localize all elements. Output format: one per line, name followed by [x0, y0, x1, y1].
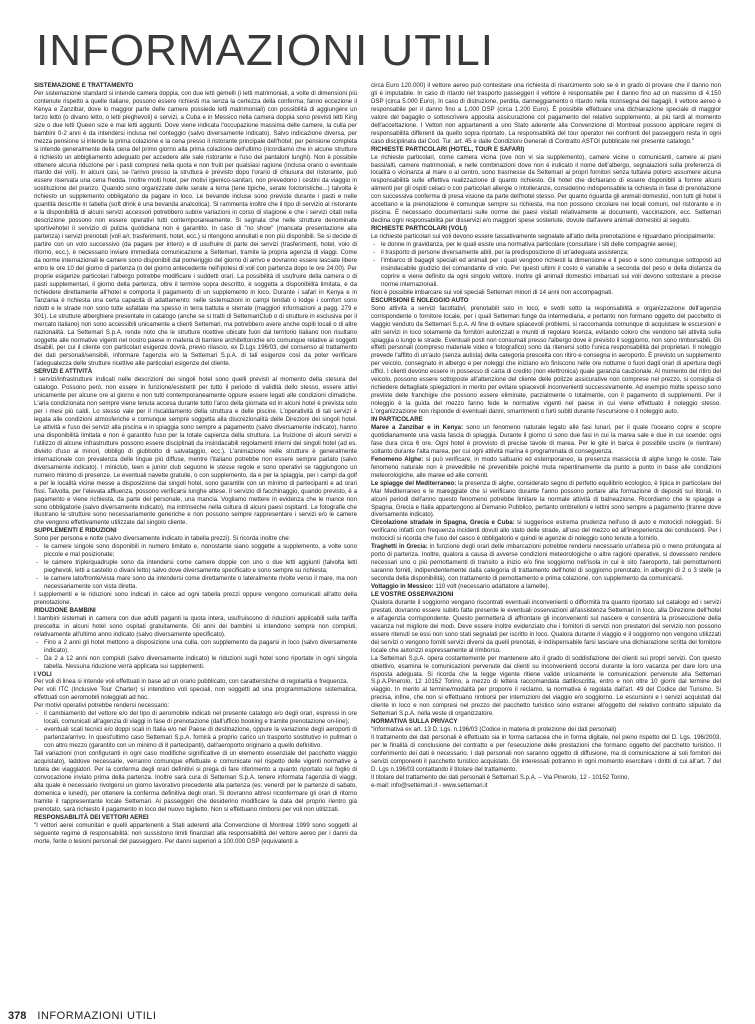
- section-heading: RESPONSABILITÀ DEI VETTORI AEREI: [34, 813, 149, 821]
- list-item: - Fino a 2 anni gli hotel mettono a disposizione una culla, con supplemento da pagarsi in loco (salvo diversamente indicato).: [44, 639, 357, 655]
- page-footer: [8, 1010, 156, 1022]
- paragraph: Circolazione stradale in Spagna, Grecia e Cuba: si suggerisce estrema prudenza nell'uso di auto e motocicli noleggiati. Si verificano infatti con frequenza incidenti dovuti allo stato delle strade, all'uso del mezzo ed all'inesperienza dei conducenti. Per i motocicli si ricorda che l'uso del casco è obbligatorio e quindi le agenzie di noleggio sono tenute a fornirlo.: [371, 519, 721, 543]
- paragraph: Il trattamento dei dati personali è effettuato sia in forma cartacea che in forma digitale, nel pieno rispetto del D. Lgs. 196/2003, per le finalità di conclusione del contratto e per l'esecuzione delle prestazioni che formano oggetto del pacchetto turistico. Il conferimento dei dati è necessario. I dati personali non saranno oggetto di diffusione, ma di comunicazione ai soli fornitori dei servizi componenti il pacchetto turistico acquistato. Gli interessati potranno in ogni momento esercitare i diritti di cui all'art. 7 del D. Lgs n.196/03 contattando il titolare del trattamento.: [371, 734, 721, 773]
- paragraph: Non è possibile imbarcare sui voli speciali Settemari minori di 14 anni non accompagnati.: [371, 288, 613, 296]
- paragraph: I bambini sistemati in camera con due adulti paganti la quota intera, usufruiscono di riduzioni applicabili sulla tariffa prescelta: in alcuni hotel sono ospitati gratuitamente. Gli anni dei bambini si intendono sempre non compiuti, relativamente all'ultimo anno indicato (salvo diversamente specificato).: [34, 614, 357, 638]
- paragraph: Per sistemazione standard si intende camera doppia, con due letti gemelli (i letti matrimoniali, a volte di dimensioni più contenute rispetto a quelle italiane, possono essere richiesti ma senza la certezza della conferma; fanno eccezione il Kenya e Zanzibar, dove lo maggior parte delle camere possiede letti matrimoniali) con possibilità di aggiungere un terzo letto (o divano letto, o letti pieghevoli) e servizi, a Cuba e in Messico nella camera doppia sono previsti letti King size o due letti Queen size e mai letti aggiunti. Dove viene indicata l'occupazione massima delle camere, la culla per bambini 0-2 anni è da intendersi inclusa nel conteggio (salvo diversamente indicato). Salvo indicazione diversa, per mezza pensione si intende la prima colazione e la cena presso il ristorante principale dell'hotel; per pensione completa si intende generalmente della cena del primo giorno alla prima colazione dell'ultimo (ricordiamo che in alcune strutture è richiesto un abbigliamento adeguato per accedere alle sale ristorante e l'uso dei pantaloni lunghi). Non è possibile ottenere alcuna riduzione per i pasti compresi nella quota e non fruiti per qualsiasi ragione (inclusa orario o eventuale ritardo dei voli). In alcuni casi, se l'arrivo presso la struttura è previsto dopo l'orario di chiusura del ristorante, può essere riservata una cena fredda. Inoltre molti hotel, per motivi igienico-sanitari, non prevedono i cestini da viaggio in sostituzione del pranzo. Quando sono organizzate delle serate a tema (tene tipiche, serate folcloristiche...) talvolta è richiesto un supplemento obbligatorio da pagare in loco. Le bevande incluse sono previste durante i pasti e nelle quantità descritte in tabella (soft drink è una bevanda analcolica). Si rammenta inoltre che il tipo di servizio al ristorante e la disponibilità di alcuni servizi accessori potrebbero subire variazioni in corso di stagione e che i servizi citati nella descrizione possono non essere operativi tutti contemporaneamente. Si segnala che nelle strutture denominate sportivehotel il servizio di pulizia quotidiana non è garantito. In caso di "no show" (mancata presentazione alla partenza) i servizi prenotati (voli a/r, trasferimenti, hotel, ecc.) si ritengono annullati e non più disponibili. Se si decide di partire con un volo successivo (da pagare per intero) e di usufruire di parte dei servizi (trasferimenti, hotel, volo di ritorno, ecc.), è necessario inviare immediata comunicazione a Settemari, tramite la propria agenzia di viaggi. Come da norme internazionali le camere sono disponibili dal pomeriggio del giorno di arrivo e dovranno essere lasciate libere entro le ore 10 del giorno di partenza (o del giorno antecedente nell'ipotesi di voli con partenza dopo le ore 24.00). Per proprie esigenze particolari l'albergo potrebbe modificare i suddetti orari. La possibilità di usufruire della camera o di pasti supplementari, il giorno della partenza, oltre il termine sopra descritto, è soggetta a disponibilità limitata, e da richiedere direttamente all'hotel e comporta il pagamento di un supplemento in loco. Durante i safari in Kenya e in Tanzania è richiesta una certa capacità di adattamento: nelle sistemazioni in campi tendati o lodge i comfort sono ridotti e le strade non sono tutte asfaltate ma spesso in terra battuta e sterrate (maggiori informazioni a pagg. 279 e 301). Le strutture alberghiere presentate in catalogo (anche se si tratti di SettemariClub o di strutture in esclusiva per il mercato italiano) non sono accessibili unicamente a clienti Settemari, ma potrebbero avere anche ospiti locali o di altre nazionalità. La Settemari S.p.A. rende noto che le strutture ricettive ubicate fuori dal territorio italiano non risultano soggette alle normative vigenti nel nostro paese in materia di barriere architettoniche e/o comunque relative ai soggetti disabili, per cui il cliente con particolari esigenze dovrà, previo rilascio, ex D.Lgs 196/03, del consenso al trattamento dei dati personali/sensibili, informare l'agenzia e/o la Settemari S.p.A. di tali esigenze così da poter verificare l'adeguatezza delle strutture ricettive alle particolari esigenze del cliente.: [34, 89, 357, 368]
- bullet-list: [34, 543, 357, 591]
- paragraph: Voltaggio in Messico: 110 volt (necessario adattatore a lamelle).: [371, 583, 550, 591]
- list-item: - l'imbarco di bagagli speciali ed animali per i quali vengono richiesti la dimensione e il peso e sono comunque sottoposti ad insindacabile giudizio del comandante di volo. Per questi ultimi il costo è variabile a seconda del peso e della distanza da coprire e viene definito da ogni singolo vettore. Inoltre gli animali domestici imbarcati sui voli devono sottostare a precise norme internazionali.: [381, 257, 721, 289]
- paragraph: Sono attività a servizi facoltativi, prenotabili solo in loco, e svolti sotto la responsabilità e organizzazione dell'agenzia corrispondente o fornitore locale, per i quali Settemari funge da intermediaria, e pertanto non formano oggetto del pacchetto di viaggio venduto da Settemari S.p.A. Al fine di evitare spiacevoli problemi, si raccomanda comunque di acquistare le escursioni e altri servizi in loco solamente da fornitori autorizzati e muniti di regolare licenza, evitando coloro che vendono tali attività sulla spiaggia o lungo le strade. Eventuali posti non consumati presso l'albergo dove è previsto il soggiorno, non sono rimborsabili. Gli effetti personali (compreso materiale video e fotografico) sono da ritenersi sotto l'unica responsabilità dei proprietari. Il noleggio prevede l'affitto di un'auto (senza autista) della categoria prescelta con ritiro e consegna in aeroporto. È previsto un supplemento per veicolo, consegnato in albergo e per noleggi che iniziano e/o finiscono nelle ore notturne o fuori dagli orari di apertura degli uffici. I clienti devono essere in possesso di carta di credito (non elettronica) quale garanzia cauzionale. Al momento del ritiro del veicolo, possono essere sottoposte all'attenzione del cliente delle polizze assicurative non comprese nel prezzo, si consiglia di richiedere dettagliate spiegazioni in merito per evitare spiacevoli inconvenienti successivamente. Ad esempio molte spesso sono previste delle franchigie che possono essere eliminate, parzialmente o totalmente, con il pagamento di supplementi. Per il noleggio è la guida del mezzo fanno fede le normative vigenti nel paese in cui viene effettuato il noleggio stesso. L'organizzazione non risponde di eventuali danni, smarrimenti o furti subiti durante l'escursione o il noleggio auto.: [371, 304, 721, 416]
- bullet-list: [34, 710, 357, 750]
- list-item: - le camere lato/fronte/vista mare sono da intendersi come direttamente o lateralmente rivolte verso il mare, ma non necessariamente con vista diretta.: [44, 575, 357, 591]
- section-heading: SISTEMAZIONE E TRATTAMENTO: [34, 82, 134, 89]
- list-item: - le donne in gravidanza, per le quali esiste una normativa particolare (consultare i siti delle compagnie aeree);: [381, 241, 721, 249]
- bullet-list: [371, 241, 721, 289]
- paragraph: Tali variazioni (non configuranti in ogni caso modifiche significative di un elemento essenziale del pacchetto viaggio acquistato), laddove necessarie, verranno comunque effettuate e comunicate nel rispetto delle vigenti normative a tutela dei viaggiatori. Per la conferma degli orari definitivi si prega di fare riferimento a quanto riportato sul foglio di convocazione inviato prima della partenza. Inoltre sarà cura di Settemari S.p.A. tenere informata l'agenzia di viaggi, alla quale è necessario rivolgersi un giorno lavorativo precedente alla partenza (es: venerdì per le partenze di sabato, domenica e lunedì), per ottenere la conferma definitiva degli orari. Si dovranno altresì riconfermare gli orari di ritorno tramite il rappresentante locale Settemari. Ai passeggeri che desiderino modificare la data del proprio rientro già prenotato, sarà richiesto il pagamento in loco del nuovo biglietto. Non si effettuano rimborsi per voli non utilizzati.: [34, 750, 357, 813]
- paragraph: Le richieste particolari, come camera vicina (ove non vi sia supplemento), camere vicine o comunicanti, camere ai piani bassi/alti, camere matrimoniali, e nelle combinazioni dove non è indicato il nome dell'albergo, segnalazioni sulla preferenza di località o vicinanza al mare o al centro, sono trasmesse da Settemari ai propri fornitori senza tuttavia poterci assumere alcuna responsabilità sulle effettiva realizzazione di quanto richiesto. Gli hotel che dichiarano di essere disponibili a fornire alcuni alimenti per gli ospiti celiaci o con particolari allergie o intolleranze, considerino indispensabile la richiesta in fase di prenotazione con successiva conferma di presa visione da parte dell'hotel stesso. Per quanto riguarda gli animali domestici, non tutti gli hotel li accettano e la prenotazione è comunque sempre su richiesta, ma non possono circolare nei locali comuni, nel ristorante e in piscina. È necessario documentarsi sulle norme dei paesi visitati relativamente ai documenti, vaccinazioni, ecc. Settemari declina ogni responsabilità per disservizi e/o maggiori spese sostenute, dovute dall'avere animali domestici al seguito.: [371, 153, 721, 225]
- section-heading: ESCURSIONI E NOLEGGIO AUTO: [371, 296, 469, 304]
- section-heading: SUPPLEMENTI E RIDUZIONI: [34, 527, 117, 535]
- paragraph: Le spiagge del Mediterraneo: la presenza di alghe, considerato segno di perfetto equilibrio ecologico, è tipica in particolare del Mar Mediterraneo e le mareggiate che si verificano durante l'anno possono portare alla formazione di depositi sui litorali. In alcuni periodi dell'anno questo fenomeno potrebbe limitare la normale attività di balneazione. Ricordiamo che le spiagge a Spagna, Grecia e Italia appartengono al Demanio Pubblico, pertanto ombrelloni e lettini sono sempre a pagamento (tranne dove diversamente indicato).: [371, 479, 721, 519]
- list-item: - Da 2 a 12 anni non compiuti (salvo diversamente indicato) le riduzioni sugli hotel sono riportate in ogni singola tabella. Nessuna riduzione verrà applicata sui supplementi.: [44, 655, 357, 671]
- lead-label: Traghetti in Grecia:: [371, 543, 428, 551]
- list-item: - le camere singole sono disponibili in numero limitato e, nonostante siano soggette a supplemento, a volte sono piccole e mal posizionate;: [44, 543, 357, 559]
- section-heading: SERVIZI E ATTIVITÀ: [34, 368, 93, 376]
- lead-label: Circolazione stradale in Spagna, Grecia e Cuba:: [371, 519, 515, 527]
- section-heading: LE VOSTRE OSSERVAZIONI: [371, 591, 454, 598]
- paragraph: "I vettori aerei comunitari e quelli appartenenti a Stati aderenti alla Convenzione di Montreal 1999 sono soggetti al seguente regime di responsabilità: non sussistono limiti finanziari alla responsabilità del vettore aereo per i danni da morte, ferite o lesioni personali del passeggero. Per danni superiori a 100.000 DSP (equivalenti a: [34, 821, 357, 845]
- right-text-column: [371, 82, 721, 1012]
- list-item: - le camere triple/quadruple sono da intendersi come camere doppie con uno o due letti aggiunti (talvolta letti pieghevoli, letti a castello o divani letto) salvo dove diversamente specificato e sono sempre su richiesta;: [44, 559, 357, 575]
- lead-label: Maree a Zanzibar e in Kenya:: [371, 423, 464, 431]
- paragraph: Per voli di linea si intende voli effettuati in base ad un orario pubblicato, con caratteristiche di regolarità e frequenza.: [34, 678, 349, 686]
- list-item: - il trasporto di persone diversamente abili, per la predisposizione di un'adeguata assistenza;: [381, 249, 721, 257]
- paragraph: Le richieste particolari sui voli devono essere tassativamente segnalate all'atto della prenotazione e riguardano principalmente:: [371, 233, 716, 241]
- bullet-list: [34, 639, 357, 671]
- lead-label: Voltaggio in Messico:: [371, 583, 434, 591]
- paragraph: Qualora durante il soggiorno vengano riscontrati eventuali inconvenienti o difformità tra quanto riportato sul catalogo ed i servizi prestati, dovranno essere subito fatte presente le eventuali osservazioni all'assistenza Settemari in loco, alla Direzione dell'hotel e all'agenzia corrispondente. Questo permetterà di affrontare gli inconvenienti sul nascere e consentirà la prosecuzione della vacanza nel migliore dei modi. Deve essere inoltre evidenziato che i fornitori di servizi non prestatori del servizio non possono essere ritenuti se essi non sono stati segnalati per iscritto in loco. Qualora durante il viaggio e il soggiorno non vengono utilizzati dei servizi o vengono forniti servizi diversi da quelli prenotati, è indispensabile farsi lasciare una dichiarazione scritta del fornitore locale che autorizzi espressamente al rimborso.: [371, 598, 721, 654]
- paragraph: Per voli ITC (Inclusive Tour Charter) si intendono voli speciali, non soggetti ad una programmazione sistematica, effettuati con aeromobili noleggiati ad hoc.: [34, 686, 357, 702]
- paragraph: Traghetti in Grecia: in funzione degli orari delle imbarcazioni potrebbe rendersi necessario un'attesa più o meno prolungata al porto di partenza. Inoltre, qualora a causa di avverse condizioni meteorologiche o altre ragioni operative, si dovessero rendere necessari uno o più pernottamenti di transito a inizio e/o fine soggiorno nell'isola in cui è sito l'aeroporto, tali pernottamenti saranno forniti, indipendentemente dalla categoria di trattamento dell'hotel di soggiorno prenotato, in alberghi di 2 o 3 stelle (a seconda della disponibilità), con trattamento di pernottamento e prima colazione, con supplemento da comunicarsi.: [371, 543, 721, 583]
- paragraph: Maree a Zanzibar e in Kenya: sono un fenomeno naturale legato alle fasi lunari, per il quale l'oceano copre e scopre quotidianamente una vasta fascia di spiaggia. Durante il giorno ci sono due fasi in cui la marea sale e due in cui scende: ogni fase dura circa 6 ore. Ogni hotel è provvisto di precise tavole di marea. Per le gite in barca è possibile uscire (e rientrare) soltanto durante l'alta marea, per cui ogni attività marina è programmata di conseguenza.: [371, 423, 721, 455]
- paragraph: La Settemari S.p.A. opera costantemente per mantenere alto il grado di soddisfazione dei clienti sui propri servizi. Con questo obiettivo, esamina le comunicazioni pervenute dai clienti su inconvenienti occorsi durante la loro vacanza per dare loro una risposta adeguata. Si ricorda che la legge vigente ritiene valide unicamente le comunicazioni pervenute alla Settemari S.p.A.Pinerolo, 12 10152 Torino, a mezzo di lettera raccomandata dattiloscritta, entro e non oltre 10 giorni dal termine del viaggio. In merito al termine/modalità per proporre il reclamo, la normativa è regolata dall'art. 49 del Codice del Turismo. Si precisa, infine, che non si effettuano rimborsi per interruzioni del viaggio e/o soggiorno. Le escursioni e i servizi acquistati dal cliente in loco e non compresi nel prezzo del pacchetto turistico sono estranei all'oggetto del relativo contratto stipulato da Settemari S.p.A. nella veste di organizzatore.: [371, 654, 721, 718]
- section-heading: RIDUZIONE BAMBINI: [34, 606, 96, 614]
- paragraph: Sono per persona e notte (salvo diversamente indicato in tabella prezzi). Si ricorda inoltre che:: [34, 535, 291, 543]
- lead-label: Le spiagge del Mediterraneo:: [371, 479, 457, 487]
- section-heading: RICHIESTE PARTICOLARI (HOTEL, TOUR E SAFARI): [371, 145, 525, 153]
- paragraph: Per motivi operativi potrebbe rendersi necessario:: [34, 702, 170, 710]
- page-title: INFORMAZIONI UTILI: [36, 26, 494, 75]
- lead-label: Fenomeno Alghe:: [371, 455, 424, 463]
- paragraph: "Informativa ex art. 13 D. Lgs. n.196/03 (Codice in materia di protezione dei dati personali): [371, 726, 617, 734]
- page-number: 378: [8, 1010, 27, 1022]
- list-item: - il cambiamento del vettore e/o del tipo di aeromobile indicati nel presente catalogo e/o degli orari, espressi in ore locali, comunicati all'agenzia di viaggi in fase di prenotazione (dall'ufficio booking e tramite prenotazione on-line);: [44, 710, 357, 726]
- paragraph: I supplementi e le riduzioni sono indicati in calce ad ogni tabella prezzi oppure vengono comunicati all'atto della prenotazione.: [34, 591, 357, 606]
- section-heading: RICHIESTE PARTICOLARI (VOLI): [371, 225, 468, 233]
- paragraph: circa Euro 120.000) il vettore aereo può contestare una richiesta di risarcimento solo se è in grado di provare che il danno non gli è imputabile. In caso di ritardo nel trasporto passeggeri il vettore è responsabile per il danno fino ad un massimo di 4.150 DSP (circa 5.000 Euro). In caso di distruzione, perdita, danneggiamento o ritardo nella riconsegna dei bagagli, il vettore aereo è responsabile per il danno fino a 1.000 DSP (circa 1.200 Euro). È possibile effettuare una dichiarazione speciale di maggior valore del bagaglio o sottoscrivere apposita assicurazione col pagamento del relativo supplemento, al più tardi al momento dell'accettazione. I Vettori non appartenenti a uno Stato aderente alla Convenzione di Montreal possono applicare regimi di responsabilità differenti da quello sopra riportato. La responsabilità del tour operator nei confronti del passeggero resta in ogni caso disciplinata dal Cod. Tur. art. 45 e dalle Condizioni Generali di Contratto ASTOI pubblicate nel presente catalogo.": [371, 82, 721, 145]
- paragraph: e-mail: info@settemari.it - www.settemari.it: [371, 781, 488, 789]
- paragraph: Fenomeno Alghe: si può verificare, in modo saltuario ed estemporaneo, la presenza massiccia di alghe lungo le coste. Tale fenomeno naturale non è prevedibile né prevenibile poiché muta repentinamente da punto a punto in base alle condizioni meteorologiche, alle maree ed alle correnti.: [371, 455, 721, 479]
- list-item: - eventuali scali tecnici e/o doppi scali in Italia e/o nel Paese di destinazione, oppure la variazione degli aeroporti di partenza/arrivo. In quest'ultimo caso Settemari S.p.A. fornirà a proprio carico un trasporto sostitutivo in pullman o con altro mezzo (garantito con un minimo di 8 partecipanti), dall'aeroporto originario a quello definitivo.: [44, 726, 357, 750]
- paragraph: I servizi/infrastrutture indicati nelle descrizioni dei singoli hotel sono quelli previsti al momento della stesura del catalogo. Possono però, non essere in funzione/esistenti per tutto il periodo di validità dello stesso, essere attivi unicamente per alcune ore al giorno e non tutti contemporaneamente oppure essere legati alle condizioni climatiche. L'aria condizionata non sempre viene tenuta accesa durante tutto l'arco della giornata ed in alcuni hotel è prevista solo per i mesi più caldi. Lo stesso vale per il riscaldamento della struttura e delle piscine. L'operatività di tali servizi è legata alle condizioni atmosferiche e comunque sempre soggetta alla discrezionalità delle Direzioni dei singoli hotel. Le attività e l'uso dei servizi alla piscina e in spiaggia sono sempre a pagamento (salvo diversamente indicato), hanno una disponibilità limitata e non è garantito l'uso per la totale capienza della struttura. La fruizione di alcuni servizi e l'utilizzo di alcune infrastrutture possono essere disciplinati da insindacabili regolamenti interni dei singoli hotel (ad es. divieto d'uso ai minori, obbligo di giubbotto di salvataggio, ecc.). L'animazione nelle strutture è generalmente internazionale con prevalenza delle lingue più diffuse, mentre l'italiano potrebbe non essere sempre parlato (salvo diversamente indicato). I miniclub, teen e junior club seguono le stesse regole e sono operativi se raggiungono un numero minimo di presenze. Le eventuali navette gratuite, o con supplemento, da e per la spiaggia, per i campi da golf e per le località vicine messe a disposizione dai singoli hotel, sono garantite con un minimo di partecipanti e ad orari fissi. Talvolta, per l'elevata affluenza, possono verificarsi lunghe attese. Il servizio di facchinaggio, quando previsto, è a pagamento e viene richiesta, da parte del personale, una mancia. Vogliamo mettere in evidenza che le mance non sono obbligatorie (salvo diversamente indicato), ma intrinseche nella cultura di alcuni paesi ospitanti. Le fotografie che illustrano le strutture sono necessariamente generiche e non possono sempre rappresentare i servizi e/o le camere che vengono effettivamente utilizzate dal singolo cliente.: [34, 376, 357, 527]
- footer-title: INFORMAZIONI UTILI: [37, 1010, 157, 1022]
- left-text-column: [34, 82, 357, 1012]
- section-heading: NORMATIVA SULLA PRIVACY: [371, 718, 458, 726]
- section-heading: IN PARTICOLARE: [371, 416, 423, 424]
- section-heading: I VOLI: [34, 670, 52, 678]
- paragraph: Il titolare del trattamento dei dati personali è Settemari S.p.A. – Via Pinerolo, 12 - 10152 Torino,: [371, 773, 630, 781]
